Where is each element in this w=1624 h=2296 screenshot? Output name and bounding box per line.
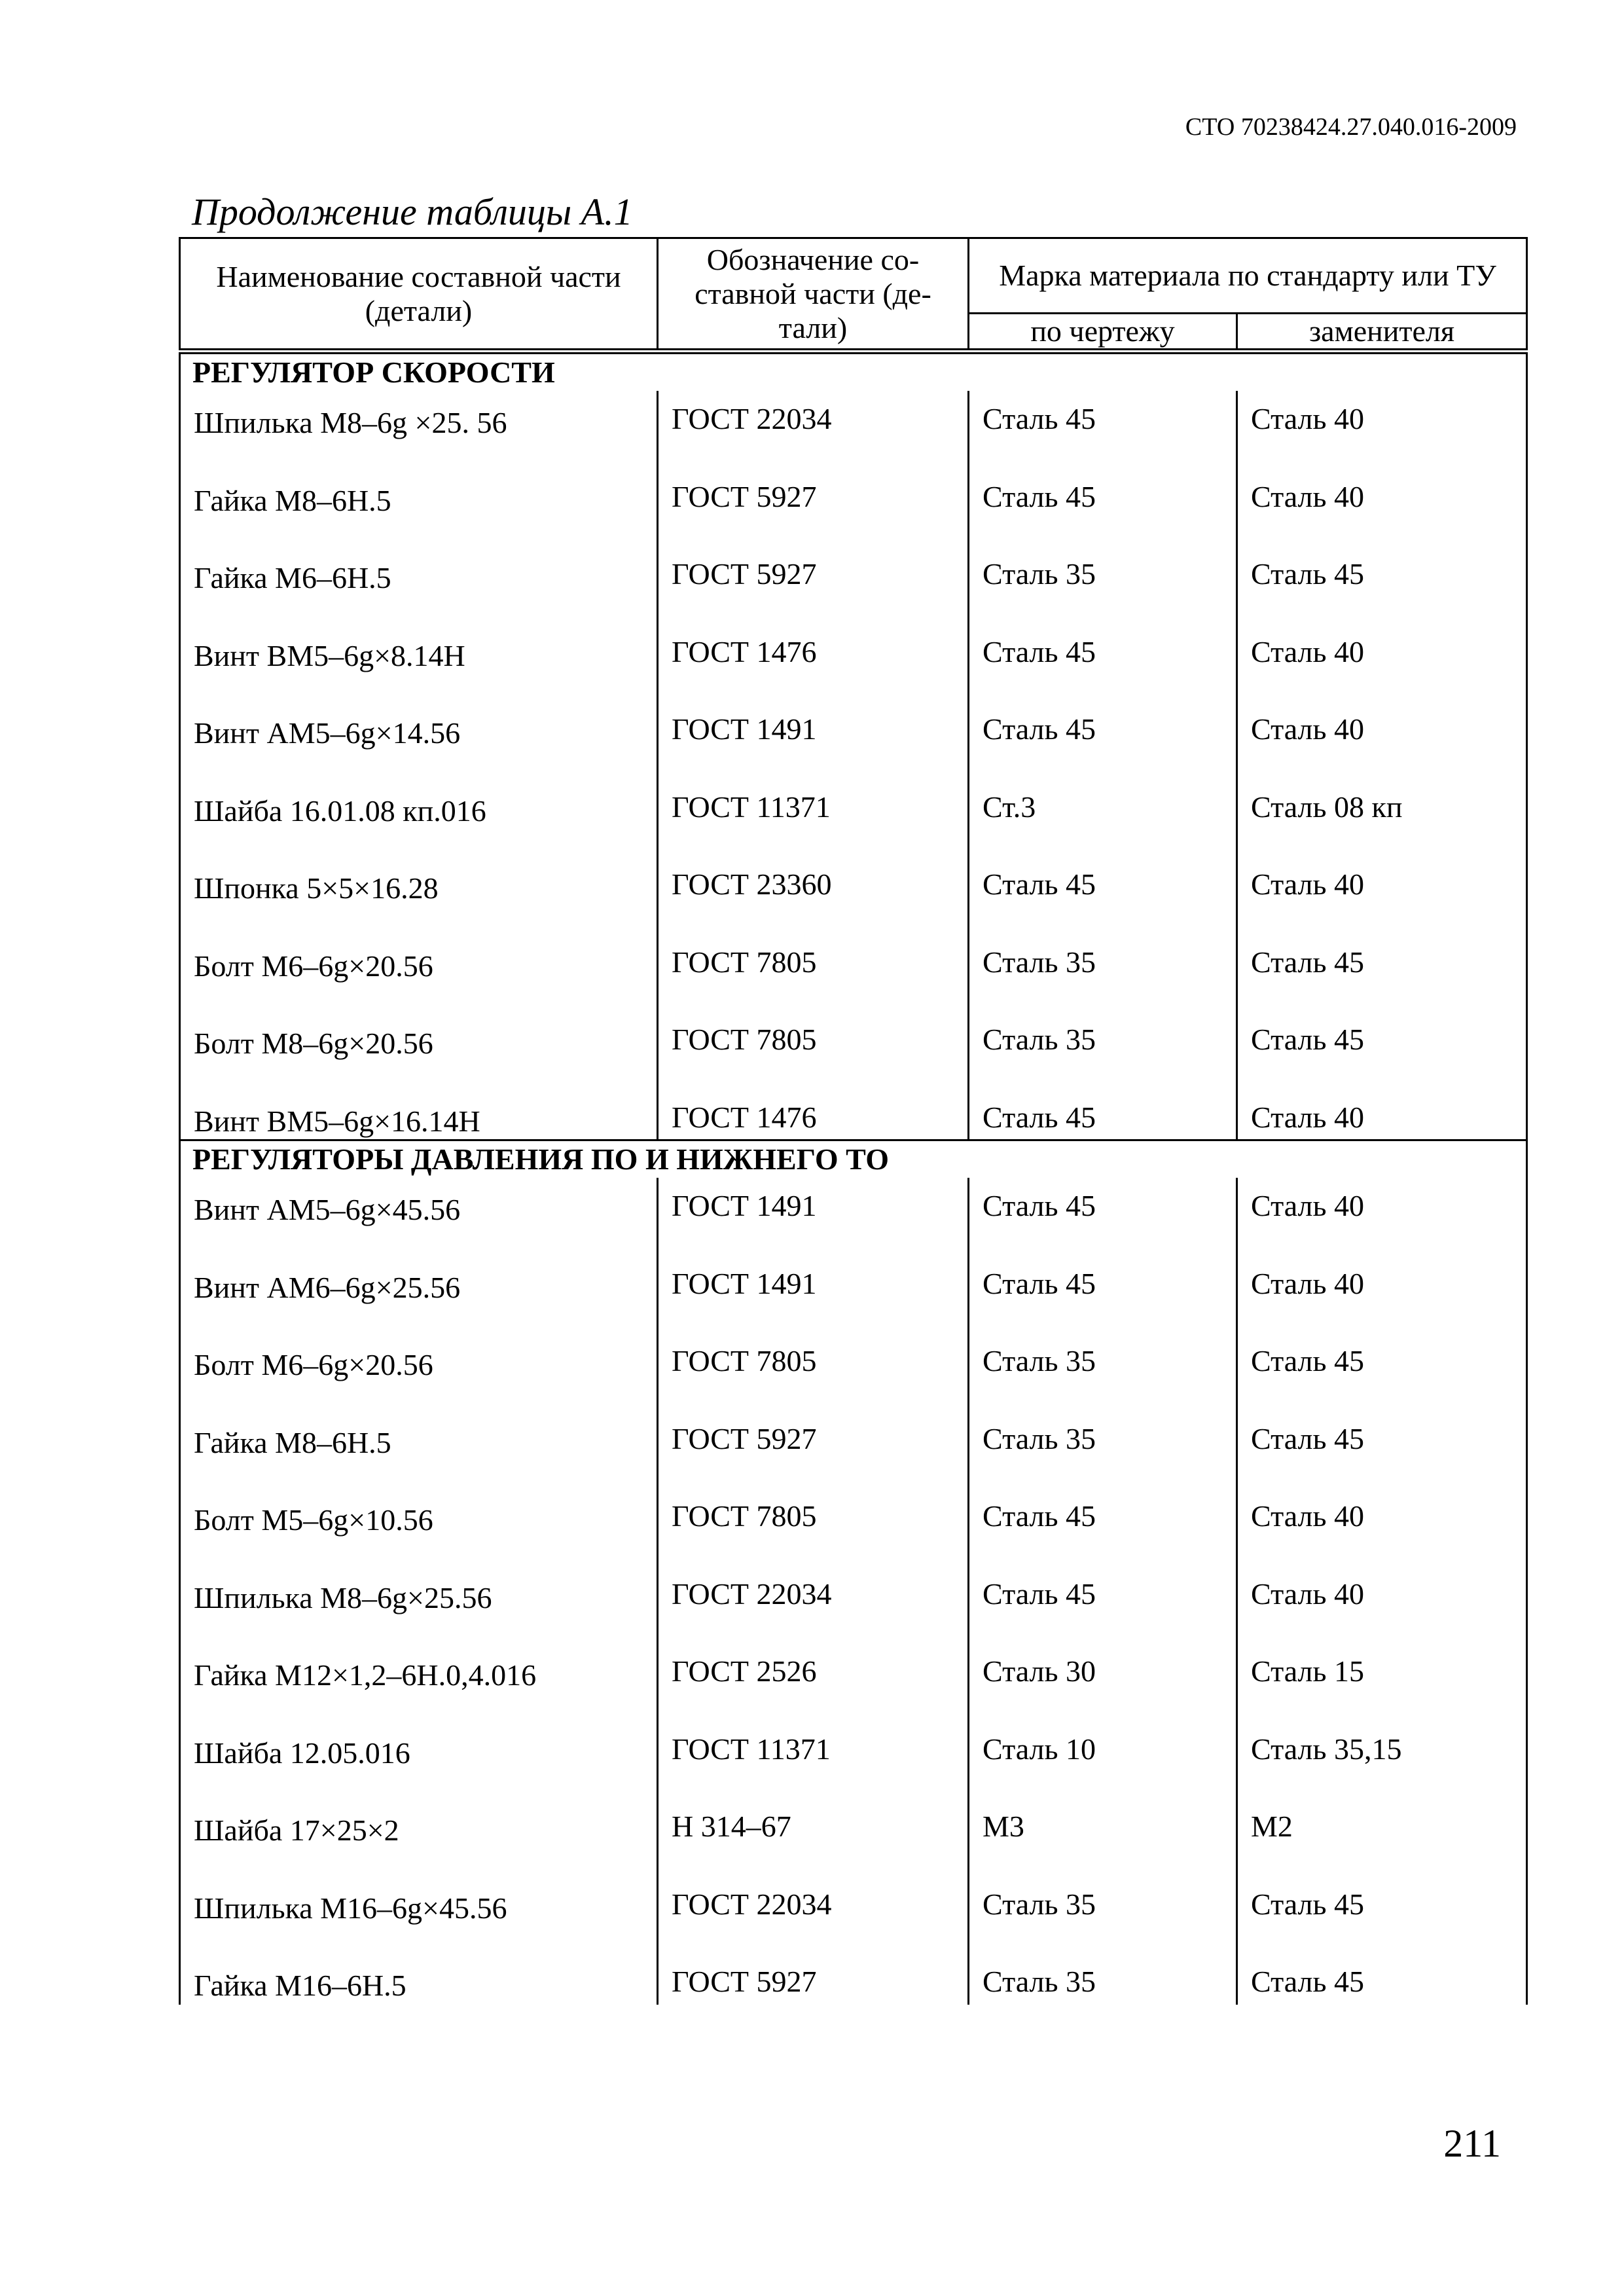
material-drawing-cell: Сталь 35 xyxy=(969,1011,1237,1089)
material-drawing-cell: Сталь 45 xyxy=(969,701,1237,779)
table-row xyxy=(180,391,1527,469)
material-drawing-cell: Сталь 45 xyxy=(969,1178,1237,1256)
material-substitute-cell: М2 xyxy=(1237,1798,1527,1876)
material-substitute-cell: Сталь 45 xyxy=(1237,1333,1527,1411)
material-substitute-cell: Сталь 40 xyxy=(1237,856,1527,934)
table-header xyxy=(180,238,1527,352)
table-row xyxy=(180,779,1527,857)
part-name-cell: Гайка М8–6Н.5 xyxy=(180,1411,658,1489)
material-substitute-cell: Сталь 35,15 xyxy=(1237,1721,1527,1799)
part-name-cell: Болт М8–6g×20.56 xyxy=(180,1011,658,1089)
section-title: РЕГУЛЯТОР СКОРОСТИ xyxy=(180,352,1527,392)
parts-table xyxy=(179,237,1528,2005)
part-name-cell: Винт АМ5–6g×14.56 xyxy=(180,701,658,779)
table-row xyxy=(180,624,1527,702)
material-drawing-cell: Сталь 45 xyxy=(969,624,1237,702)
material-drawing-cell: М3 xyxy=(969,1798,1237,1876)
material-drawing-cell: Сталь 35 xyxy=(969,1954,1237,2005)
table-row xyxy=(180,1566,1527,1644)
table-row xyxy=(180,1333,1527,1411)
material-substitute-cell: Сталь 40 xyxy=(1237,1178,1527,1256)
header-material: Марка материала по стандарту или ТУ xyxy=(969,238,1527,314)
table-row xyxy=(180,1798,1527,1876)
document-code: СТО 70238424.27.040.016-2009 xyxy=(1185,113,1517,141)
material-drawing-cell: Сталь 35 xyxy=(969,546,1237,624)
material-drawing-cell: Сталь 45 xyxy=(969,1256,1237,1334)
table-row xyxy=(180,1643,1527,1721)
designation-cell: ГОСТ 22034 xyxy=(658,1876,969,1954)
material-drawing-cell: Ст.3 xyxy=(969,779,1237,857)
header-name: Наименование составной части (детали) xyxy=(180,238,658,352)
part-name-cell: Гайка М6–6Н.5 xyxy=(180,546,658,624)
designation-cell: ГОСТ 22034 xyxy=(658,1566,969,1644)
page-number: 211 xyxy=(1443,2122,1501,2165)
designation-cell: ГОСТ 7805 xyxy=(658,1011,969,1089)
designation-cell: ГОСТ 7805 xyxy=(658,1333,969,1411)
material-drawing-cell: Сталь 45 xyxy=(969,391,1237,469)
table-row xyxy=(180,1256,1527,1334)
material-substitute-cell: Сталь 40 xyxy=(1237,624,1527,702)
material-drawing-cell: Сталь 45 xyxy=(969,1566,1237,1644)
part-name-cell: Шпилька М8–6g ×25. 56 xyxy=(180,391,658,469)
table-row xyxy=(180,856,1527,934)
material-drawing-cell: Сталь 35 xyxy=(969,1411,1237,1489)
designation-cell: ГОСТ 11371 xyxy=(658,1721,969,1799)
material-substitute-cell: Сталь 45 xyxy=(1237,1011,1527,1089)
designation-cell: ГОСТ 7805 xyxy=(658,1488,969,1566)
material-substitute-cell: Сталь 40 xyxy=(1237,1488,1527,1566)
header-substitute: заменителя xyxy=(1237,314,1527,352)
part-name-cell: Шпилька М8–6g×25.56 xyxy=(180,1566,658,1644)
part-name-cell: Винт ВМ5–6g×8.14Н xyxy=(180,624,658,702)
part-name-cell: Винт АМ6–6g×25.56 xyxy=(180,1256,658,1334)
material-drawing-cell: Сталь 10 xyxy=(969,1721,1237,1799)
table-caption: Продолжение таблицы А.1 xyxy=(192,191,633,233)
material-drawing-cell: Сталь 30 xyxy=(969,1643,1237,1721)
part-name-cell: Винт ВМ5–6g×16.14Н xyxy=(180,1089,658,1140)
material-substitute-cell: Сталь 40 xyxy=(1237,701,1527,779)
designation-cell: ГОСТ 11371 xyxy=(658,779,969,857)
designation-cell: ГОСТ 5927 xyxy=(658,546,969,624)
part-name-cell: Болт М6–6g×20.56 xyxy=(180,934,658,1012)
table-row xyxy=(180,1721,1527,1799)
material-drawing-cell: Сталь 45 xyxy=(969,469,1237,547)
designation-cell: ГОСТ 1476 xyxy=(658,1089,969,1140)
material-substitute-cell: Сталь 40 xyxy=(1237,469,1527,547)
designation-cell: ГОСТ 22034 xyxy=(658,391,969,469)
part-name-cell: Шайба 12.05.016 xyxy=(180,1721,658,1799)
part-name-cell: Шайба 17×25×2 xyxy=(180,1798,658,1876)
table-body xyxy=(180,352,1527,2005)
table-row xyxy=(180,1954,1527,2005)
material-substitute-cell: Сталь 40 xyxy=(1237,391,1527,469)
material-substitute-cell: Сталь 40 xyxy=(1237,1566,1527,1644)
part-name-cell: Шпонка 5×5×16.28 xyxy=(180,856,658,934)
material-substitute-cell: Сталь 45 xyxy=(1237,546,1527,624)
material-substitute-cell: Сталь 08 кп xyxy=(1237,779,1527,857)
designation-cell: Н 314–67 xyxy=(658,1798,969,1876)
part-name-cell: Шпилька М16–6g×45.56 xyxy=(180,1876,658,1954)
designation-cell: ГОСТ 1491 xyxy=(658,701,969,779)
part-name-cell: Болт М5–6g×10.56 xyxy=(180,1488,658,1566)
part-name-cell: Гайка М12×1,2–6Н.0,4.016 xyxy=(180,1643,658,1721)
material-substitute-cell: Сталь 45 xyxy=(1237,934,1527,1012)
part-name-cell: Гайка М16–6Н.5 xyxy=(180,1954,658,2005)
designation-cell: ГОСТ 5927 xyxy=(658,1411,969,1489)
material-drawing-cell: Сталь 45 xyxy=(969,1089,1237,1140)
part-name-cell: Винт АМ5–6g×45.56 xyxy=(180,1178,658,1256)
table-row xyxy=(180,546,1527,624)
material-drawing-cell: Сталь 45 xyxy=(969,856,1237,934)
section-header-row xyxy=(180,1140,1527,1178)
material-substitute-cell: Сталь 15 xyxy=(1237,1643,1527,1721)
material-drawing-cell: Сталь 35 xyxy=(969,1876,1237,1954)
table-row xyxy=(180,701,1527,779)
table-row xyxy=(180,1411,1527,1489)
material-drawing-cell: Сталь 45 xyxy=(969,1488,1237,1566)
designation-cell: ГОСТ 5927 xyxy=(658,1954,969,2005)
part-name-cell: Гайка М8–6Н.5 xyxy=(180,469,658,547)
table-row xyxy=(180,1488,1527,1566)
header-by-drawing: по чертежу xyxy=(969,314,1237,352)
material-substitute-cell: Сталь 45 xyxy=(1237,1876,1527,1954)
designation-cell: ГОСТ 2526 xyxy=(658,1643,969,1721)
designation-cell: ГОСТ 23360 xyxy=(658,856,969,934)
designation-cell: ГОСТ 1491 xyxy=(658,1256,969,1334)
table-row xyxy=(180,934,1527,1012)
designation-cell: ГОСТ 5927 xyxy=(658,469,969,547)
table-row xyxy=(180,1089,1527,1140)
part-name-cell: Шайба 16.01.08 кп.016 xyxy=(180,779,658,857)
table-row xyxy=(180,1011,1527,1089)
designation-cell: ГОСТ 1476 xyxy=(658,624,969,702)
table-row xyxy=(180,469,1527,547)
section-header-row xyxy=(180,352,1527,392)
header-designation: Обозначение со-ставной части (де-тали) xyxy=(658,238,969,352)
table-row xyxy=(180,1178,1527,1256)
section-title: РЕГУЛЯТОРЫ ДАВЛЕНИЯ ПО И НИЖНЕГО ТО xyxy=(180,1140,1527,1178)
designation-cell: ГОСТ 7805 xyxy=(658,934,969,1012)
material-drawing-cell: Сталь 35 xyxy=(969,1333,1237,1411)
material-drawing-cell: Сталь 35 xyxy=(969,934,1237,1012)
material-substitute-cell: Сталь 45 xyxy=(1237,1954,1527,2005)
designation-cell: ГОСТ 1491 xyxy=(658,1178,969,1256)
table-row xyxy=(180,1876,1527,1954)
material-substitute-cell: Сталь 45 xyxy=(1237,1411,1527,1489)
material-substitute-cell: Сталь 40 xyxy=(1237,1256,1527,1334)
part-name-cell: Болт М6–6g×20.56 xyxy=(180,1333,658,1411)
material-substitute-cell: Сталь 40 xyxy=(1237,1089,1527,1140)
